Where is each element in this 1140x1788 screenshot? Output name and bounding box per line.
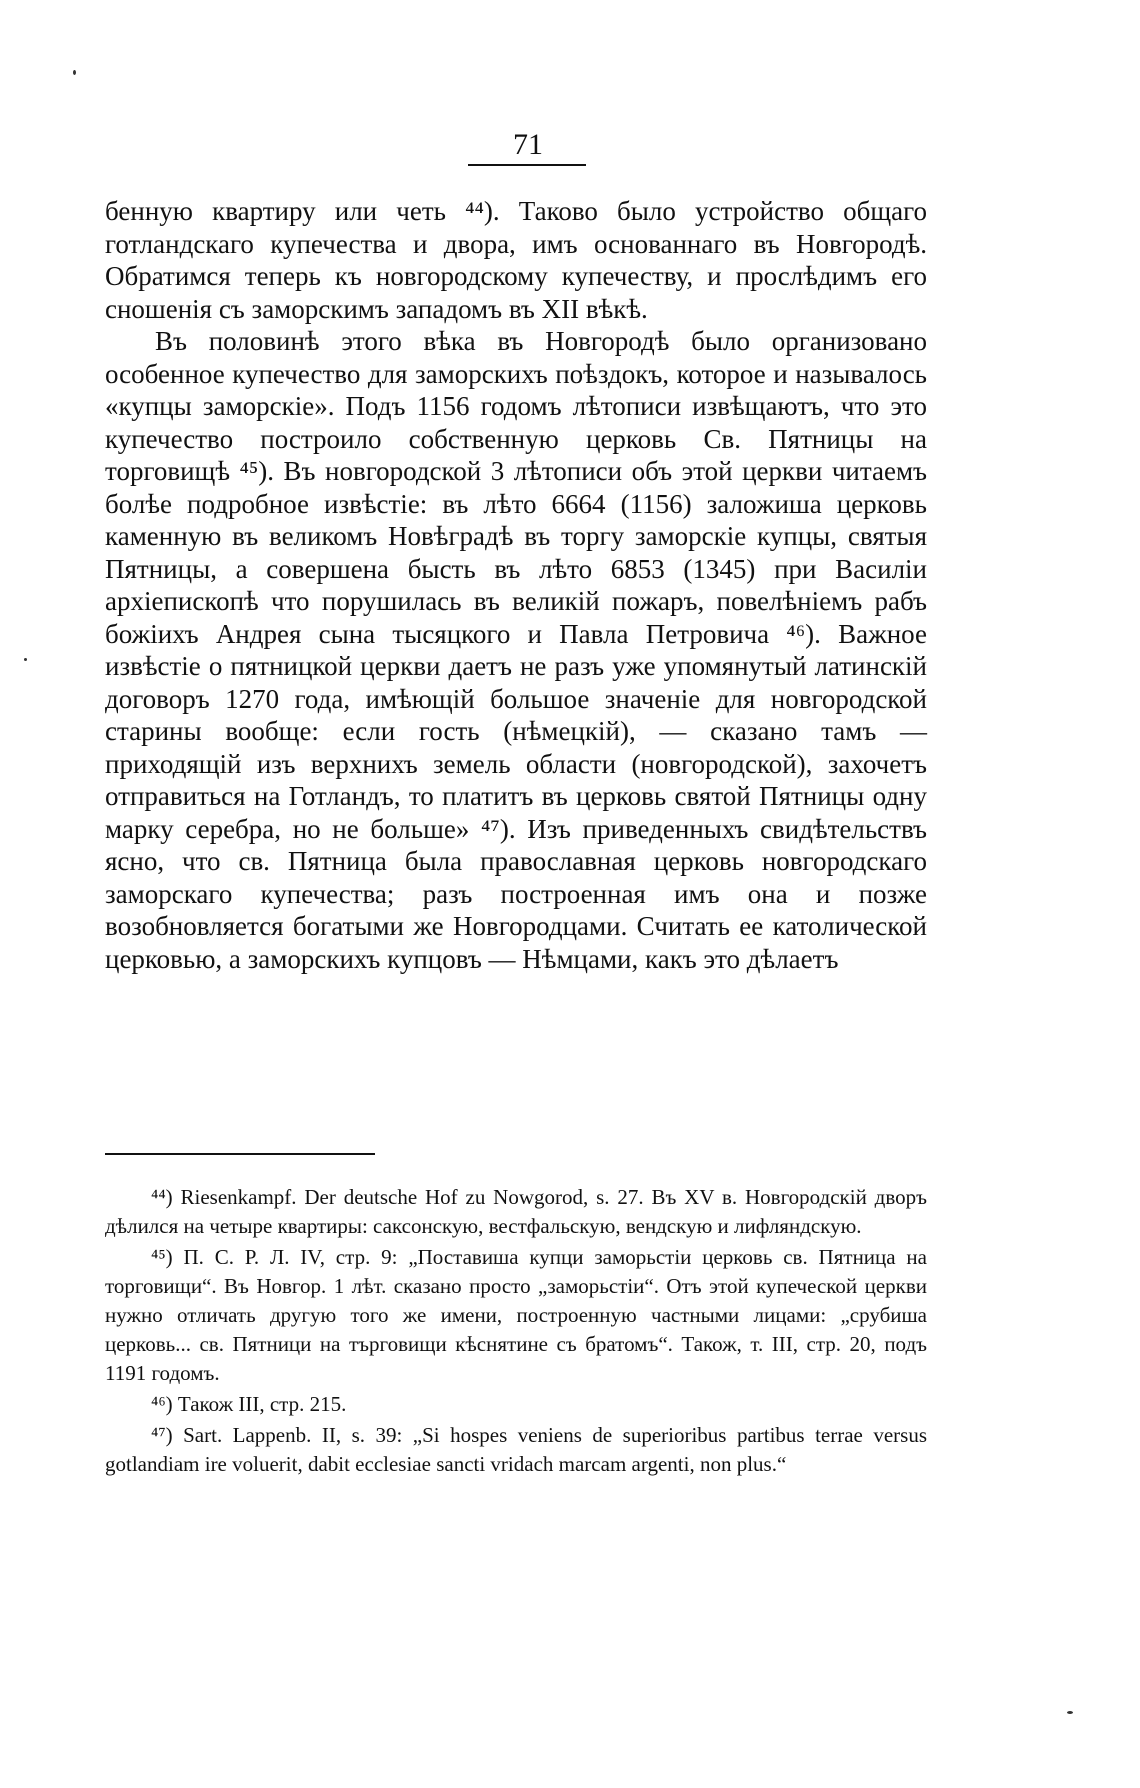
scan-speck xyxy=(24,658,27,661)
footnote: ⁴⁴) Riesenkampf. Der deutsche Hof zu Nowgorod, s. 27. Въ XV в. Новгородскій дворъ дѣлился на четыре квартиры: саксонскую, вестфальскую, вендскую и лифляндскую. xyxy=(105,1185,927,1238)
footnote: ⁴⁷) Sart. Lappenb. II, s. 39: „Si hospes veniens de superioribus partibus terrae versus gotlandiam ire voluerit, dabit ecclesiae sancti vridach marcam argenti, non plus.“ xyxy=(105,1423,927,1476)
footnote: ⁴⁵) П. С. Р. Л. IV, стр. 9: „Поставиша купци заморьстіи церковь св. Пятница на торговищи“. Въ Новгор. 1 лѣт. сказано просто „заморьстіи“. Отъ этой купеческой церкви нужно отличать другую того же имени, построенную частными лицами: „срубиша церковь... св. Пятници на търговищи кѣснятине съ братомъ“. Також, т. III, стр. 20, подъ 1191 годомъ. xyxy=(105,1245,927,1385)
scan-speck xyxy=(1067,1711,1073,1714)
paragraph: Въ половинѣ этого вѣка въ Новгородѣ было организовано особенное купечество для заморскихъ поѣздокъ, которое и называлось «купцы заморскіе». Подъ 1156 годомъ лѣтописи извѣщаютъ, что это купечество построило собственную церковь Св. Пятницы на торговищѣ ⁴⁵). Въ новгородской 3 лѣтописи объ этой церкви читаемъ болѣе подробное извѣстіе: въ лѣто 6664 (1156) заложиша церковь каменную въ великомъ Новѣградѣ въ торгу заморскіе купцы, святыя Пятницы, а совершена бысть въ лѣто 6853 (1345) при Василіи архіепископѣ что порушилась въ великій пожаръ, повелѣніемъ рабъ божіихъ Андрея сына тысяцкого и Павла Петровича ⁴⁶). Важное извѣстіе о пятницкой церкви даетъ не разъ уже упомянутый латинскій договоръ 1270 года, имѣющій большое значеніе для новгородской старины вообще: если гость (нѣмецкій), — сказано тамъ — приходящій изъ верхнихъ земель области (новгородской), захочетъ отправиться на Готландъ, то платитъ въ церковь святой Пятницы одну марку серебра, но не больше» ⁴⁷). Изъ приведенныхъ свидѣтельствъ ясно, что св. Пятница была православная церковь новгородскаго заморскаго купечества; разъ построенная имъ она и позже возобновляется богатыми же Новгородцами. Считать ее католической церковью, а заморскихъ купцовъ — Нѣмцами, какъ это дѣлаетъ xyxy=(105,326,927,974)
scan-speck xyxy=(73,70,76,75)
footnotes xyxy=(105,1183,927,1481)
paragraph: бенную квартиру или четь ⁴⁴). Таково было устройство общаго готландскаго купечества и двора, имъ основаннаго въ Новгородѣ. Обратимся теперь къ новгородскому купечеству, и прослѣдимъ его сношенія съ заморскимъ западомъ въ XII вѣкѣ. xyxy=(105,196,927,324)
page-number-rule xyxy=(468,164,586,166)
footnote: ⁴⁶) Також III, стр. 215. xyxy=(151,1392,347,1416)
footnote-rule xyxy=(105,1153,375,1155)
page-number: 71 xyxy=(513,128,543,161)
main-text xyxy=(105,195,927,975)
